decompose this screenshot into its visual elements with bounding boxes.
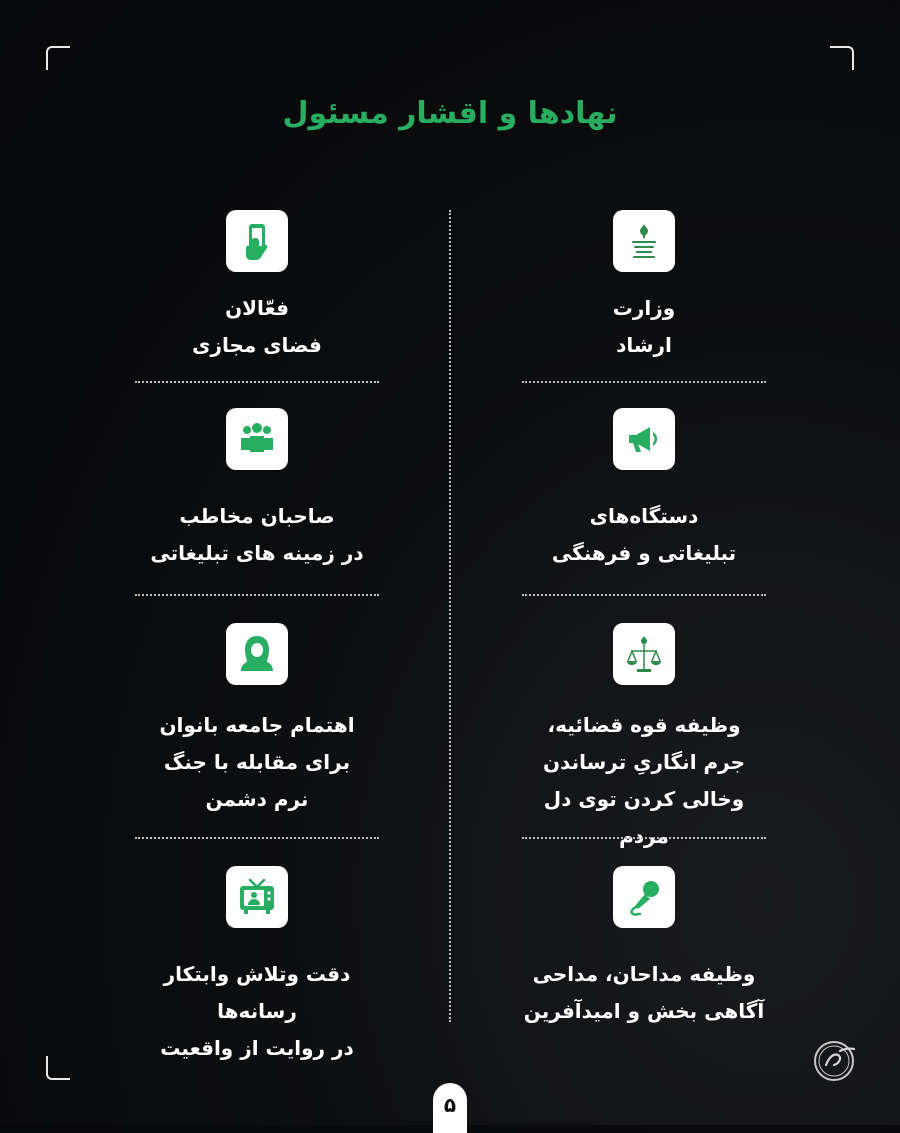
phone-hand-icon [226, 210, 288, 272]
veiled-woman-icon [226, 623, 288, 685]
megaphone-icon [613, 408, 675, 470]
page-number: ۵ [443, 1093, 457, 1117]
tv-icon [226, 866, 288, 928]
item-label: وزارت ارشاد [612, 296, 676, 357]
page-number-tab [433, 1083, 467, 1133]
row-separator [135, 594, 379, 596]
ministry-emblem-icon [613, 210, 675, 272]
row-separator [135, 837, 379, 839]
microphone-icon [613, 866, 675, 928]
page-title: نهادها و اقشار مسئول [282, 96, 618, 131]
row-separator [522, 837, 766, 839]
center-divider [449, 210, 451, 1022]
item-label: دستگاه‌های تبلیغاتی و فرهنگی [551, 504, 737, 565]
item-label: وظیفه مداحان، مداحی آگاهی بخش و امیدآفرین [523, 962, 765, 1023]
frame-corner-top-right [830, 46, 854, 70]
item-label: اهتمام جامعه بانوان برای مقابله با جنگ نرم دشمن [159, 713, 355, 811]
item-label: صاحبان مخاطب در زمینه های تبلیغاتی [150, 504, 364, 565]
row-separator [522, 594, 766, 596]
audience-group-icon [226, 408, 288, 470]
row-separator [522, 381, 766, 383]
item-label: وظیفه قوه قضائیه، جرم انگاریِ ترساندن وخالی کردن توی دل مردم [542, 713, 746, 848]
item-label: فعّالان فضای مجازی [192, 296, 322, 357]
brand-logo-icon [812, 1035, 860, 1083]
frame-corner-bottom-left [46, 1056, 70, 1080]
item-label: دقت وتلاش وابتکار رسانه‌ها در روایت از واقعیت [160, 962, 354, 1060]
row-separator [135, 381, 379, 383]
judiciary-scales-icon [613, 623, 675, 685]
frame-corner-top-left [46, 46, 70, 70]
